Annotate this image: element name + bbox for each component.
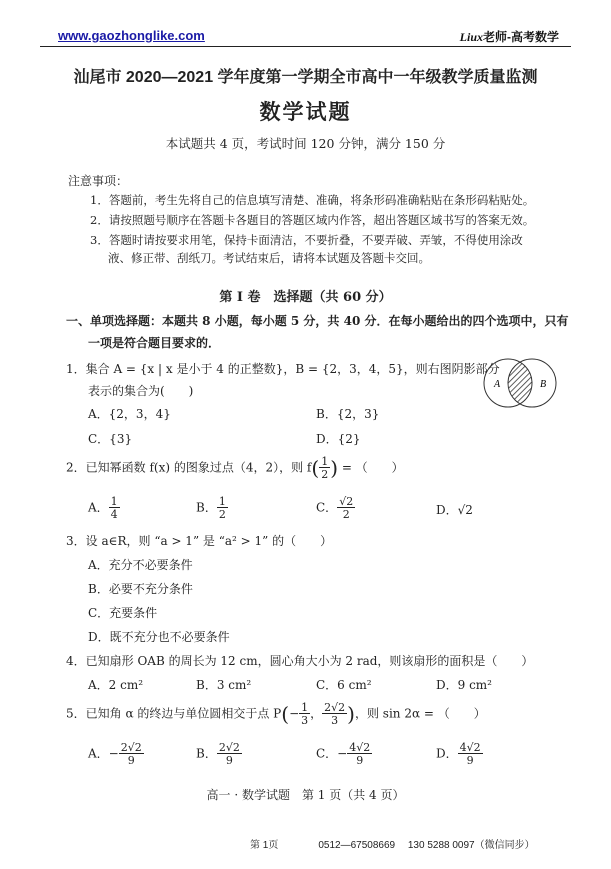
q2-option-c-num: √2: [339, 495, 354, 508]
q2-option-a-num: 1: [110, 495, 118, 508]
q5-sign: −: [289, 706, 300, 721]
note-item-2: 2．请按照题号顺序在答题卡各题目的答题区域内作答，超出答题区域书写的答案无效。: [90, 213, 535, 227]
q5-x-num: 1: [301, 701, 309, 714]
q2-arg-num: 1: [321, 455, 329, 468]
q5-x-fraction: [299, 702, 310, 726]
q5-y-num: 2√2: [324, 701, 346, 714]
q4-option-b: B．3 cm²: [196, 678, 252, 692]
q5-option-c-label: C．−: [316, 746, 348, 761]
q2-option-a: [88, 496, 120, 520]
q5-y-fraction: [322, 702, 347, 726]
q2-arg-den: 2: [321, 468, 329, 481]
q5-option-c-num: 4√2: [349, 741, 371, 754]
q5-option-a-den: 9: [127, 754, 135, 767]
section-instructions-2: 一项是符合题目要求的．: [88, 336, 221, 350]
note-item-3: 3．答题时请按要求用笔，保持卡面清洁，不要折叠，不要弄破、弄皱，不得使用涂改: [90, 233, 523, 247]
contact-footer: 第 1页 0512—67508669 130 5288 0097（微信同步）: [250, 840, 535, 851]
q2-option-b-den: 2: [218, 508, 226, 521]
q4-option-d: D．9 cm²: [436, 678, 492, 692]
q5-option-a-label: A．−: [88, 746, 119, 761]
q2-stem: [66, 456, 404, 480]
q1-option-a: A．{2，3，4}: [88, 407, 171, 421]
brand-cn: 老师-高考数学: [483, 30, 559, 44]
q2-arg-fraction: [319, 456, 330, 480]
website-link[interactable]: www.gaozhonglike.com: [58, 28, 205, 43]
q3-option-b: B．必要不充分条件: [88, 582, 193, 596]
q5-suffix: ，则 sin 2α = （ ）: [354, 706, 486, 721]
q2-option-c: [316, 496, 355, 520]
page-footer: 高一 · 数学试题 第 1 页（共 4 页）: [206, 788, 405, 802]
note-item-3-cont: 液、修正带、刮纸刀。考试结束后，请将本试题及答题卡交回。: [108, 251, 430, 265]
q1-stem-line1: 1．集合 A = {x | x 是小于 4 的正整数}，B = {2，3，4，5}，则右图阴影部分: [66, 362, 500, 376]
q5-option-a: [88, 742, 144, 766]
q2-suffix: = （ ）: [338, 460, 404, 475]
q2-option-c-fraction: [337, 496, 355, 520]
q4-option-a: A．2 cm²: [88, 678, 144, 692]
q5-paren-close: ): [347, 702, 355, 726]
q3-option-c: C．充要条件: [88, 606, 158, 620]
q5-option-b-num: 2√2: [218, 741, 240, 754]
venn-label-a: A: [494, 379, 501, 390]
q2-prefix: 2．已知幂函数 f(x) 的图象过点（4，2），则 f: [66, 460, 312, 475]
q5-prefix: 5．已知角 α 的终边与单位圆相交于点 P: [66, 706, 282, 721]
note-item-1: 1．答题前，考生先将自己的信息填写清楚、准确，将条形码准确粘贴在条形码粘贴处。: [90, 193, 535, 207]
q2-option-a-label: A．: [88, 500, 109, 515]
q5-option-c: [316, 742, 372, 766]
brand-latin: Liux: [459, 30, 483, 44]
exam-info: 本试题共 4 页，考试时间 120 分钟，满分 150 分: [165, 136, 446, 151]
q3-option-a: A．充分不必要条件: [88, 558, 193, 572]
q2-option-d: D．√2: [436, 503, 473, 517]
q5-option-b: [196, 742, 242, 766]
subject-title: 数学试题: [259, 99, 352, 124]
q2-option-b-num: 1: [218, 495, 226, 508]
q5-x-den: 3: [301, 714, 309, 727]
venn-label-b: B: [540, 379, 547, 390]
section-instructions-1: 一、单项选择题：本题共 8 小题，每小题 5 分，共 40 分．在每小题给出的四个选项中，只有: [66, 314, 569, 328]
q5-option-d-num: 4√2: [459, 741, 481, 754]
q4-stem: 4．已知扇形 OAB 的周长为 12 cm，圆心角大小为 2 rad，则该扇形的面积是（ ）: [66, 654, 534, 668]
q5-paren-open: (: [281, 702, 290, 726]
q5-option-b-fraction: [217, 742, 242, 766]
q3-stem: 3．设 a∈R，则 “a > 1” 是 “a² > 1” 的（ ）: [66, 534, 333, 548]
q5-option-d-label: D．: [436, 746, 458, 761]
q5-option-c-den: 9: [356, 754, 364, 767]
q1-stem-line2: 表示的集合为( ): [88, 384, 194, 398]
section-title: 第 Ⅰ 卷 选择题（共 60 分）: [219, 290, 392, 305]
q5-option-a-fraction: [119, 742, 144, 766]
notes-heading: 注意事项：: [68, 174, 129, 188]
q5-option-d-fraction: [458, 742, 483, 766]
q5-stem: 5．已知角 α 的终边与单位圆相交于点 P(− $\frac{1}{3}$ ， $\frac{2√2}{3}$ )，则 sin 2α = （ ）: [66, 701, 486, 727]
q2-paren-open: (: [311, 456, 320, 480]
q1-option-c: C．{3}: [88, 432, 133, 446]
q2-option-c-label: C．: [316, 500, 338, 515]
q4-option-c: C．6 cm²: [316, 678, 372, 692]
q2-option-b-label: B．: [196, 500, 217, 515]
q2-option-b-fraction: [217, 496, 228, 520]
q1-option-d: D．{2}: [316, 432, 361, 446]
q5-option-b-den: 9: [225, 754, 233, 767]
q2-option-c-den: 2: [342, 508, 350, 521]
exam-title: 汕尾市 2020—2021 学年度第一学期全市高中一年级教学质量监测: [73, 69, 538, 86]
brand-label: [460, 28, 559, 45]
q5-option-d-den: 9: [466, 754, 474, 767]
q5-option-a-num: 2√2: [120, 741, 142, 754]
q5-option-b-label: B．: [196, 746, 217, 761]
q2-option-b: [196, 496, 228, 520]
q1-option-b: B．{2，3}: [316, 407, 380, 421]
venn-diagram: [478, 356, 562, 410]
q2-option-a-fraction: [109, 496, 120, 520]
q2-paren-close: ): [330, 456, 338, 480]
q5-y-den: 3: [331, 714, 339, 727]
header-divider: [40, 46, 571, 47]
q5-option-d: [436, 742, 483, 766]
q5-option-c-fraction: [347, 742, 372, 766]
q2-option-a-den: 4: [110, 508, 118, 521]
q3-option-d: D．既不充分也不必要条件: [88, 630, 230, 644]
